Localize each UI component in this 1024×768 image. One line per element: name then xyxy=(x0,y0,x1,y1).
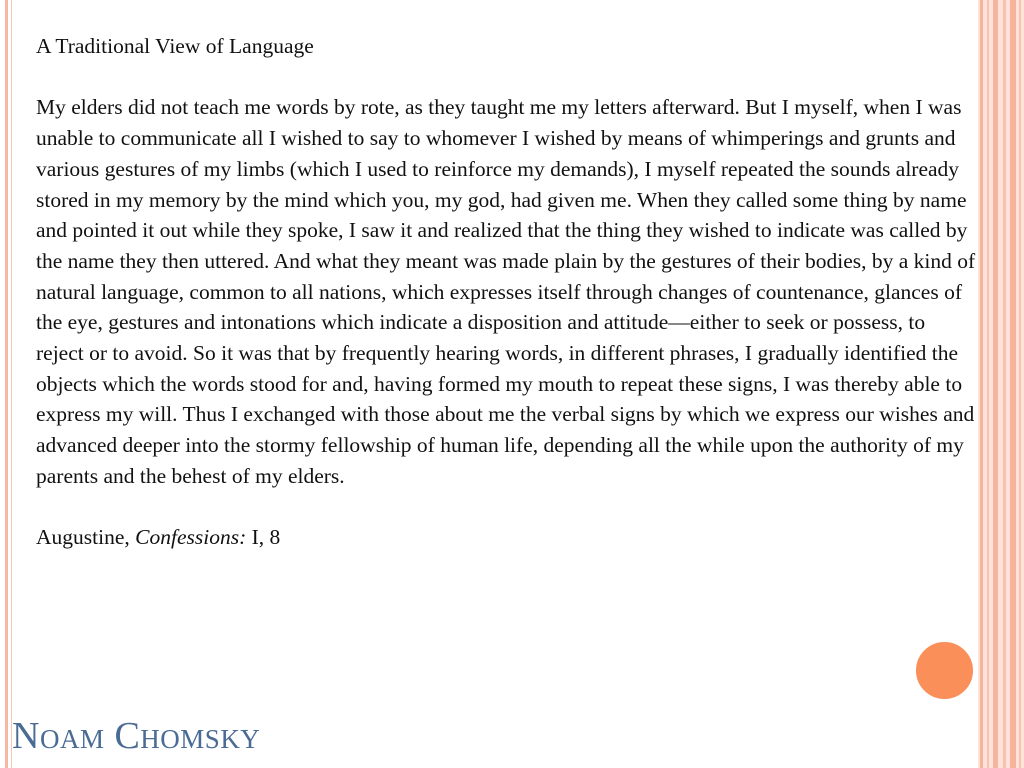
right-stripe xyxy=(993,0,998,768)
left-border-line xyxy=(5,0,8,768)
right-stripe xyxy=(980,0,983,768)
right-decorative-band xyxy=(978,0,1024,768)
citation xyxy=(36,522,976,553)
slide-heading: A Traditional View of Language xyxy=(36,34,314,58)
citation-location: I, 8 xyxy=(246,525,281,550)
left-border-thin-line xyxy=(11,0,12,768)
citation-author: Augustine, xyxy=(36,525,136,550)
right-stripe xyxy=(1019,0,1021,768)
right-stripe xyxy=(1010,0,1016,768)
quote-paragraph: My elders did not teach me words by rote, as they taught me my letters afterward. But I myself, when I was unable to communicate all I wished to say to whomever I wished by means of whimperings and grunts and various gestures of my limbs (which I used to reinforce my demands), I myself repeated the sounds already stored in my memory by the mind which you, my god, had given me. When they called some thing by name and pointed it out while they spoke, I saw it and realized that the thing they wished to indicate was called by the name they then uttered. And what they meant was made plain by the gestures of their bodies, by a kind of natural language, common to all nations, which expresses itself through changes of countenance, glances of the eye, gestures and intonations which indicate a disposition and attitude—either to seek or possess, to reject or to avoid. So it was that by frequently hearing words, in different phrases, I gradually identified the objects which the words stood for and, having formed my mouth to repeat these signs, I was thereby able to express my will. Thus I exchanged with those about me the verbal signs by which we express our wishes and advanced deeper into the stormy fellowship of human life, depending all the while upon the authority of my parents and the behest of my elders. xyxy=(36,95,976,488)
slide-title: Noam Chomsky xyxy=(12,715,261,757)
orange-circle-decoration xyxy=(914,640,975,701)
right-stripe xyxy=(987,0,989,768)
slide-body xyxy=(36,31,976,553)
right-stripe xyxy=(1003,0,1006,768)
citation-work: Confessions: xyxy=(135,525,247,550)
